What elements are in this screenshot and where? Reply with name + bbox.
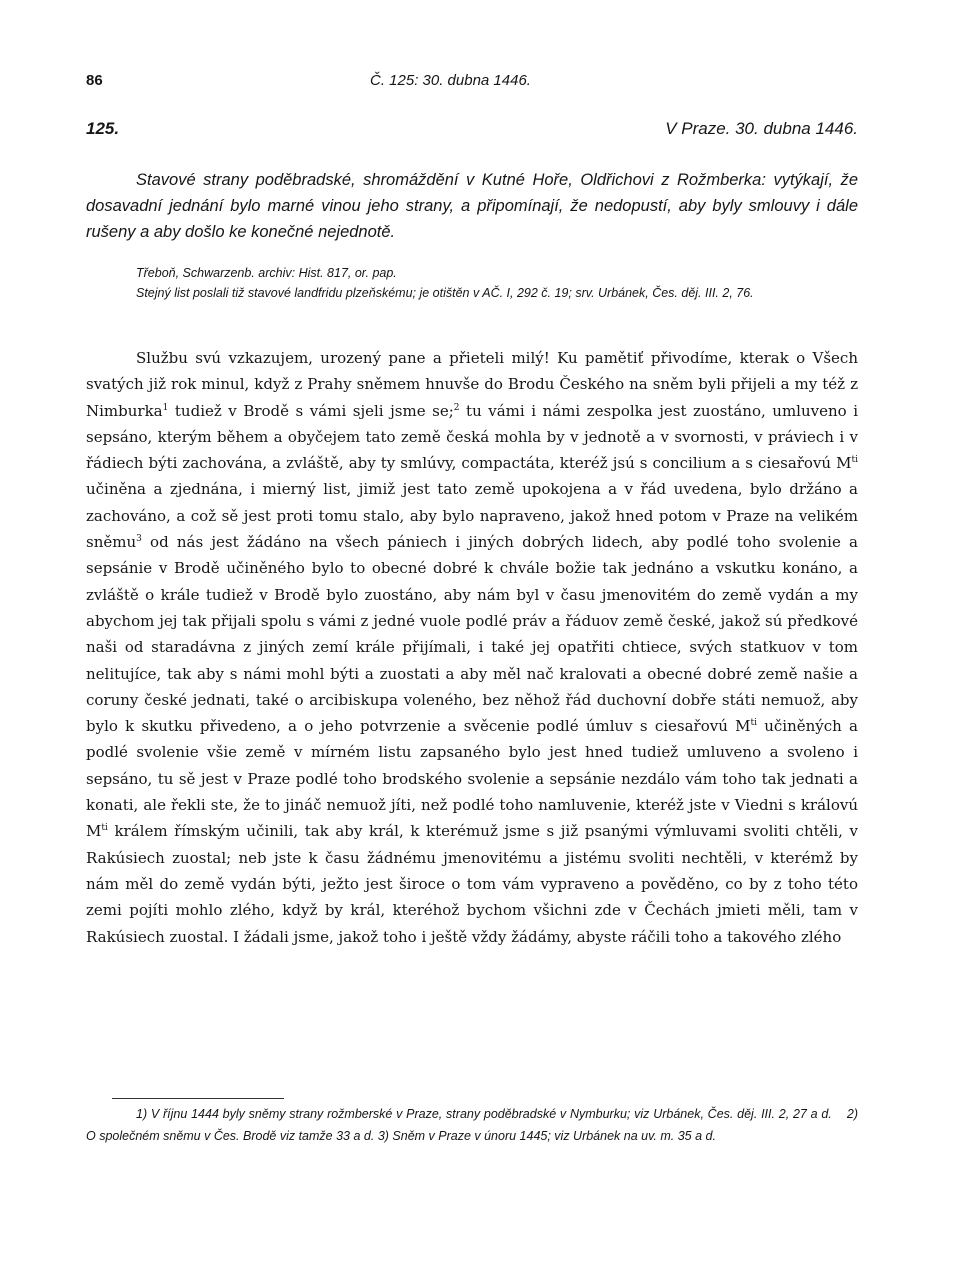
abbreviation-superscript: ti [750,718,757,729]
running-head [86,72,858,96]
footnote-ref: 2 [453,402,460,413]
body-text: učiněných a podlé svolenie všie země v mírném listu zapsaného bylo jest hned tudiež umluveno a svoleno i sepsáno, tu sě jest v Praze podlé toho brodského svolenie a sepsánie nezdálo vám toho tak jednati a konati, ale řekli ste, že to jináč nemuož jíti, než podlé toho namluvenie, kteréž jste v Viedni s královú M [86,717,858,841]
footnote-3: 3) Sněm v Praze v únoru 1445; viz Urbánek na uv. m. 35 a d. [377,1129,716,1143]
body-text: tudiež v Brodě s vámi sjeli jsme se; [168,401,454,420]
footnote-2: 2) O společném sněmu v Čes. Brodě viz tamže 33 a d. [86,1107,858,1143]
footnote-ref: 3 [136,534,142,545]
footnotes [86,1103,858,1147]
body-text: Službu svú vzkazujem, urozený pane a přieteli milý! Ku pamětiť přivodíme, kterak o Všech svatých již rok minul, když z Prahy sněmem hnuvše do Brodu Českého na sněm byli přijeli a my též z Nimburka [86,349,858,420]
document-number: 125. [86,119,120,138]
document-page [86,0,858,1264]
edition-note: Stejný list poslali tiž stavové landfridu plzeňskému; je otištěn v AČ. I, 292 č. 19; srv. Urbánek, Čes. děj. III. 2, 76. [136,286,754,300]
document-heading [86,119,858,145]
footnote-ref: 1 [162,402,169,413]
regest [86,167,858,245]
body-paragraph [86,345,858,950]
page-number: 86 [86,72,103,89]
document-place-date: V Praze. 30. dubna 1446. [665,119,858,138]
footnote-1: 1) V říjnu 1444 byly sněmy strany rožmberské v Praze, strany poděbradské v Nymburku; viz Urbánek, Čes. děj. III. 2, 27 a d. [136,1107,832,1121]
body-text: učiněna a zjednána, i mierný list, jimiž jest tato země upokojena a v řád uvedena, bylo držáno a zachováno, a což sě jest proti tomu stalo, aby bylo napraveno, jakož hned potom v Praze na velikém sněmu [86,480,858,552]
footnote-block [86,1103,858,1147]
archive-reference: Třeboň, Schwarzenb. archiv: Hist. 817, or. pap. [136,266,397,280]
body-text: od nás jest žádáno na všech pániech i jiných dobrých lidech, aby podlé toho svolenie a sepsánie v Brodě učiněného bylo to obecné dobré k chvále božie tak jednáno a vskutku konáno, a zvláště o krále tudiež v Brodě bylo zuostáno, aby nám byl v času jmenovitém do země vydán a my abychom jej tak přijali spolu s vámi z jedné vuole podlé práv a řáduov země české, jakož sú předkové naši od staradávna z jiných zemí krále přijímali, i také jej opatřiti chtiece, svých statkuov v tom nelitujíce, tak aby s námi mohl býti a zuostati a aby měl nač kralovati a obecné dobré země našie a coruny české jednati, také o arcibiskupa voleného, bez něhož řád duchovní dobře státi nemuož, aby bylo k skutku přivedeno, a o jeho potvrzenie a svěcenie podlé úmluv s ciesařovú M [86,533,858,736]
body-text: králem římským učinili, tak aby král, k kterémuž jsme s již psanými výmluvami svoliti chtěli, v Rakúsiech zuostal; neb jste k času žádnému jmenovitému a jistému svoliti nechtěli, v kterémž by nám měl do země vydán býti, ježto jest široce o tom vám vypraveno a pověděno, co by z toho této zemi pojíti mohlo zlého, když by král, kteréhož bychom všichni zde v Čechách jmieti měli, tam v Rakúsiech zuostal. I žádali jsme, jakož toho i ještě vždy žádámy, abyste ráčili toho a takového zlého [86,822,858,946]
regest-text: Stavové strany poděbradské, shromáždění v Kutné Hoře, Oldřichovi z Rožmberka: vytýkají, že dosavadní jednání bylo marné vinou jeho strany, a připomínají, že nedopustí, aby byly smlouvy i dále rušeny a aby došlo ke konečné nejednotě. [86,171,858,241]
body-text: tu vámi i námi zespolka jest zuostáno, umluveno i sepsáno, kterým během a obyčejem tato země česká mohla by v jednotě a v svornosti, v práviech i v řádiech býti zachována, a zvláště, aby ty smlúvy, compactáta, kteréž jsú s concilium a s ciesařovú M [86,401,858,473]
running-title: Č. 125: 30. dubna 1446. [370,72,531,89]
footnote-divider [112,1098,284,1099]
abbreviation-superscript: ti [851,455,858,466]
abbreviation-superscript: ti [101,823,108,834]
document-body [86,345,858,950]
source-notes [86,263,858,303]
